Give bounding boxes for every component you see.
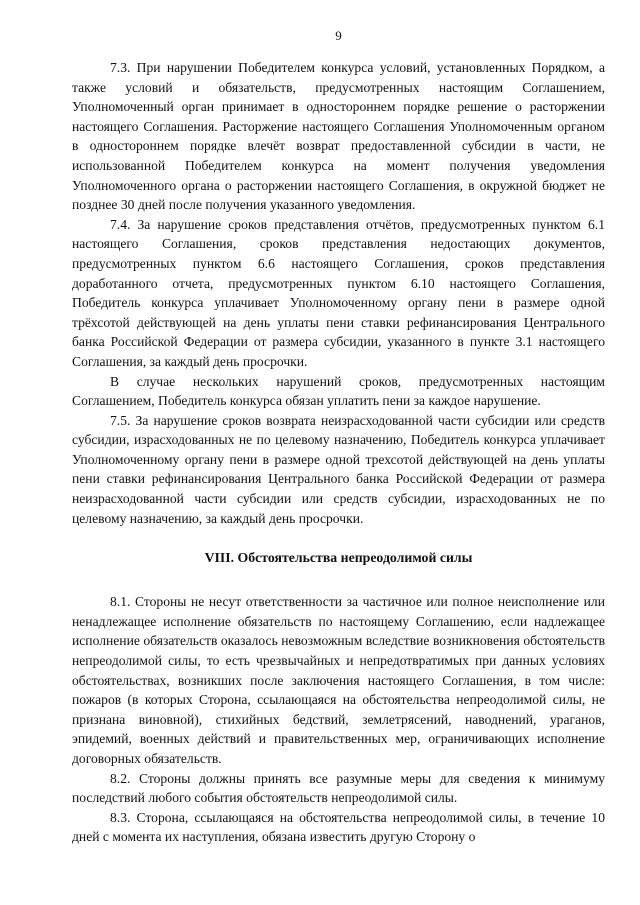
- paragraph-7-4: 7.4. За нарушение сроков представления отчётов, предусмотренных пунктом 6.1 настоящего Соглашения, сроков представления недостающих документов, предусмотренных пунктом 6.6 настоящего Соглашения, сроков представления доработанного отчета, предусмотренных пунктом 6.10 настоящего Соглашения, Победитель конкурса уплачивает Уполномоченному органу пени в размере одной трёхсотой действующей на день уплаты пени ставки рефинансирования Центрального банка Российской Федерации от размера субсидии, указанного в пункте 3.1 настоящего Соглашения, за каждый день просрочки.: [72, 216, 605, 369]
- page-number: 9: [335, 28, 342, 43]
- section-heading: VIII. Обстоятельства непреодолимой силы: [204, 550, 473, 566]
- paragraph-7-5: 7.5. За нарушение сроков возврата неизрасходованной части субсидии или средств субсидии, израсходованных не по целевому назначению, Победитель конкурса уплачивает Уполномоченному органу пени в размере одной трехсотой действующей на день уплаты пени ставки рефинансирования Центрального банка Российской Федерации от размера неизрасходованной части субсидии или средств субсидии, израсходованных не по целевому назначению, за каждый день просрочки.: [72, 412, 605, 526]
- paragraph-8-2: 8.2. Стороны должны принять все разумные меры для сведения к минимуму последствий любого события обстоятельств непреодолимой силы.: [72, 770, 605, 806]
- paragraph-8-1: 8.1. Стороны не несут ответственности за частичное или полное неисполнение или ненадлежащее исполнение обязательств по настоящему Соглашению, если надлежащее исполнение обязательств оказалось невозможным вследствие возникновения обстоятельств непреодолимой силы, то есть чрезвычайных и непредотвратимых при данных условиях обстоятельствах, возникших после заключения настоящего Соглашения, в том числе: пожаров (в которых Сторона, ссылающаяся на обстоятельства непреодолимой силы, не признана виновной), стихийных бедствий, землетрясений, наводнений, ураганов, эпидемий, военных действий и правительственных мер, ограничивающих исполнение договорных обязательств.: [72, 594, 605, 766]
- document-page: [72, 28, 605, 847]
- paragraph-8-3: 8.3. Сторона, ссылающаяся на обстоятельства непреодолимой силы, в течение 10 дней с момента их наступления, обязана известить другую Сторону о: [72, 809, 605, 845]
- paragraph-7-3: 7.3. При нарушении Победителем конкурса условий, установленных Порядком, а также условий и обязательств, предусмотренных настоящим Соглашением, Уполномоченный орган принимает в одностороннем порядке решение о расторжении настоящего Соглашения. Расторжение настоящего Соглашения Уполномоченным органом в одностороннем порядке влечёт возврат предоставленной субсидии в части, не использованной Победителем конкурса на момент получения уведомления Уполномоченного органа о расторжении настоящего Соглашения, в окружной бюджет не позднее 30 дней после получения указанного уведомления.: [72, 60, 605, 213]
- paragraph-7-4-note: В случае нескольких нарушений сроков, предусмотренных настоящим Соглашением, Победитель конкурса обязан уплатить пени за каждое нарушение.: [72, 373, 605, 409]
